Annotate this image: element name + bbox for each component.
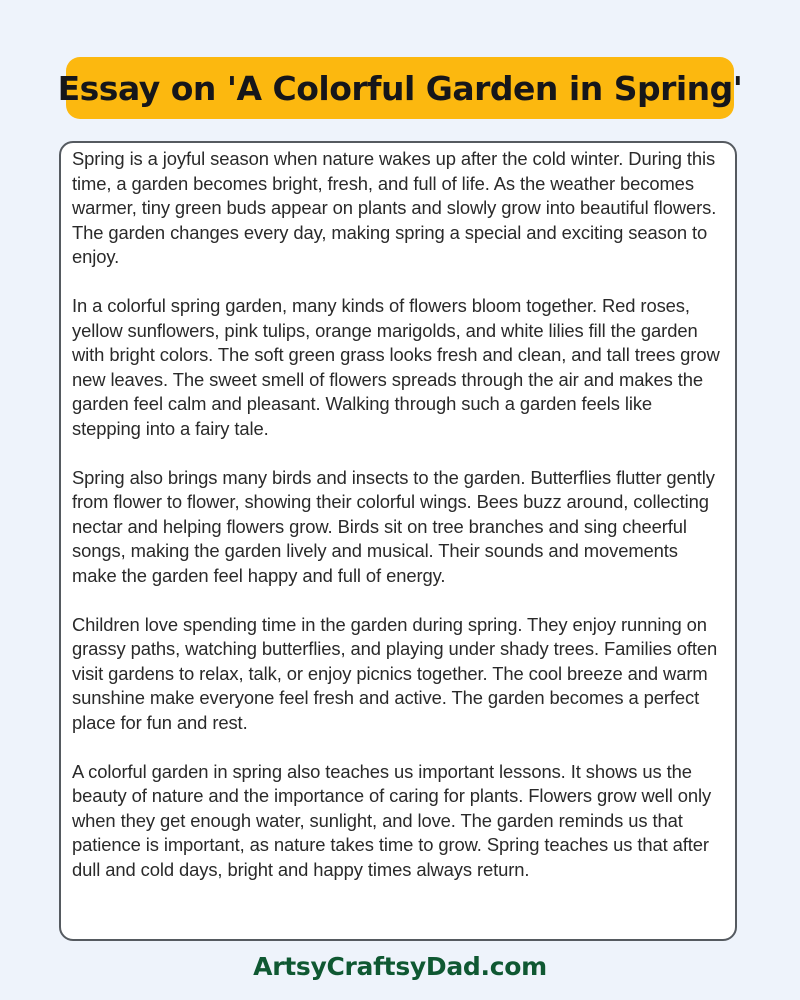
footer-site-name: ArtsyCraftsyDad.com [253, 952, 547, 981]
page-title: Essay on 'A Colorful Garden in Spring' [57, 68, 743, 108]
essay-paragraph-1: Spring is a joyful season when nature wakes up after the cold winter. During this time, a garden becomes bright, fresh, and full of life. As the weather becomes warmer, tiny green buds appear on plants and slowly grow into beautiful flowers. The garden changes every day, making spring a special and exciting season to enjoy. [72, 148, 717, 267]
essay-paragraph-2: In a colorful spring garden, many kinds of flowers bloom together. Red roses, yellow sunflowers, pink tulips, orange marigolds, and white lilies fill the garden with bright colors. The soft green grass looks fresh and clean, and tall trees grow new leaves. The sweet smell of flowers spreads through the air and makes the garden feel calm and pleasant. Walking through such a garden feels like stepping into a fairy tale. [72, 295, 720, 439]
title-banner [57, 57, 743, 119]
essay-paragraph-5: A colorful garden in spring also teaches us important lessons. It shows us the beauty of nature and the importance of caring for plants. Flowers grow well only when they get enough water, sunlight, and love. The garden reminds us that patience is important, as nature takes time to grow. Spring teaches us that after dull and cold days, bright and happy times always return. [72, 760, 712, 880]
essay-paragraph-4: Children love spending time in the garden during spring. They enjoy running on grassy paths, watching butterflies, and playing under shady trees. Families often visit gardens to relax, talk, or enjoy picnics together. The cool breeze and warm sunshine make everyone feel fresh and active. The garden becomes a perfect place for fun and rest. [72, 613, 718, 733]
essay-paragraph-3: Spring also brings many birds and insects to the garden. Butterflies flutter gently from flower to flower, showing their colorful wings. Bees buzz around, collecting nectar and helping flowers grow. Birds sit on tree branches and sing cheerful songs, making the garden lively and musical. Their sounds and movements make the garden feel happy and full of energy. [72, 466, 715, 586]
essay-box [59, 141, 737, 941]
